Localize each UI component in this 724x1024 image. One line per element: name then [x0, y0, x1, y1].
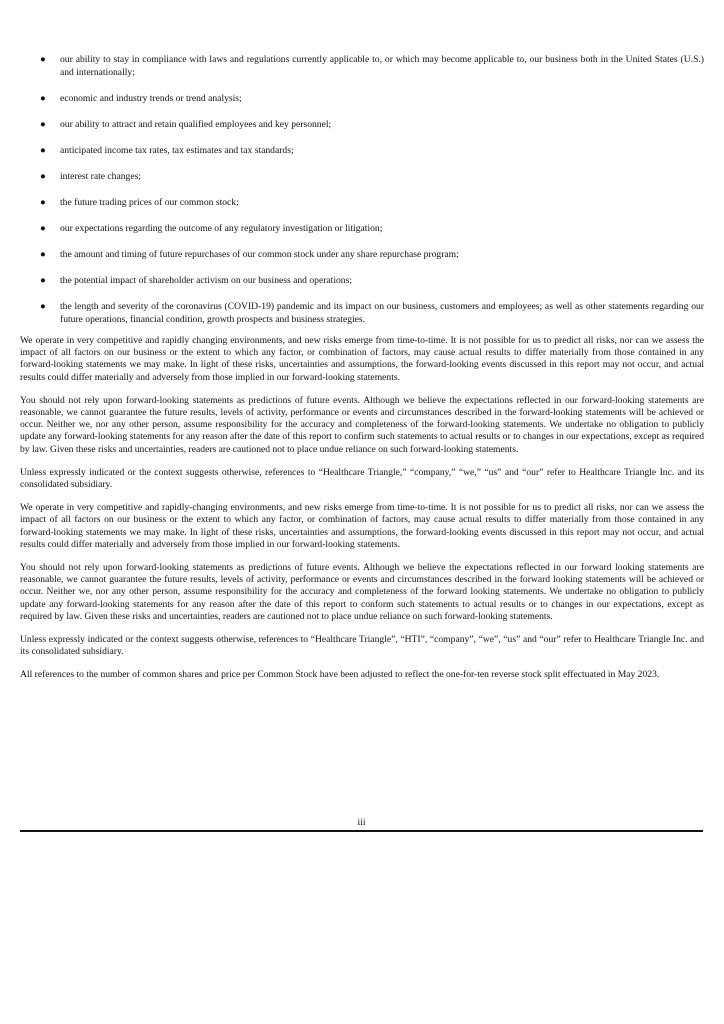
paragraph-reverse-split: All references to the number of common shares and price per Common Stock have been adjusted to reflect the one-for-ten reverse stock split effectuated in May 2023.	[20, 669, 660, 681]
forward-looking-risk-list	[20, 53, 704, 326]
paragraph-competitive-environment: We operate in very competitive and rapidly changing environments, and new risks emerge from time-to-time. It is not possible for us to predict all risks, nor can we assess the impact of all factors on our business or the extent to which any factor, or combination of factors, may cause actual results to differ materially from those contained in any forward-looking statements we may make. In light of these risks, uncertainties and assumptions, the forward-looking events discussed in this report may not occur, and actual results could differ materially and adversely from those implied in our forward-looking statements.	[20, 335, 704, 383]
list-item	[20, 53, 704, 79]
list-item-text: the potential impact of shareholder activism on our business and operations;	[60, 275, 353, 286]
paragraph-company-references-hti: Unless expressly indicated or the context suggests otherwise, references to “Healthcare Triangle”, “HTI”, “company”, “we”, “us” and “our” refer to Healthcare Triangle Inc. and its consolidated subsidiary.	[20, 634, 704, 658]
list-item	[20, 170, 704, 183]
bullet-icon: ●	[40, 301, 46, 312]
page-number: iii	[357, 817, 366, 828]
list-item	[20, 274, 704, 287]
list-item-text: the amount and timing of future repurchases of our common stock under any share repurchase program;	[60, 249, 459, 260]
bullet-icon: ●	[40, 223, 46, 234]
list-item	[20, 92, 704, 105]
bullet-icon: ●	[40, 275, 46, 286]
list-item	[20, 118, 704, 131]
bullet-icon: ●	[40, 197, 46, 208]
bullet-icon: ●	[40, 145, 46, 156]
list-item	[20, 144, 704, 157]
list-item-text: our expectations regarding the outcome of any regulatory investigation or litigation;	[60, 223, 383, 234]
footer-divider	[20, 830, 703, 832]
paragraph-competitive-environment-repeat: We operate in very competitive and rapidly-changing environments, and new risks emerge from time-to-time. It is not possible for us to predict all risks, nor can we assess the impact of all factors on our business or the extent to which any factor, or combination of factors, may cause actual results to differ materially from those contained in any forward-looking statements we may make. In light of these risks, uncertainties and assumptions, the forward-looking events discussed in this report may not occur, and actual results could differ materially and adversely from those implied in our forward-looking statements.	[20, 502, 704, 550]
paragraph-reliance-caution-repeat: You should not rely upon forward-looking statements as predictions of future events. Although we believe the expectations reflected in our forward looking statements are reasonable, we cannot guarantee the future results, levels of activity, performance or events and circumstances described in the forward looking statements will be achieved or occur. Neither we, nor any other person, assume responsibility for the accuracy and completeness of the forward looking statements. We undertake no obligation to publicly update any forward-looking statements for any reason after the date of this report to conform such statements to actual results or to changes in our expectations, except as required by law. Given these risks and uncertainties, readers are cautioned not to place undue reliance on such forward-looking statements.	[20, 562, 704, 622]
list-item	[20, 248, 704, 261]
list-item-text: interest rate changes;	[60, 171, 141, 182]
list-item-text: anticipated income tax rates, tax estimates and tax standards;	[60, 145, 294, 156]
page-footer	[20, 816, 703, 832]
paragraph-company-references: Unless expressly indicated or the context suggests otherwise, references to “Healthcare Triangle,” “company,” “we,” “us” and “our” refer to Healthcare Triangle Inc. and its consolidated subsidiary.	[20, 466, 704, 491]
bullet-icon: ●	[40, 249, 46, 260]
list-item-text: the length and severity of the coronavirus (COVID-19) pandemic and its impact on our business, customers and employees; as well as other statements regarding our future operations, financial condition, growth prospects and business strategies.	[60, 301, 704, 325]
bullet-icon: ●	[40, 119, 46, 130]
list-item	[20, 300, 704, 326]
bullet-icon: ●	[40, 54, 46, 65]
list-item	[20, 196, 704, 209]
list-item-text: our ability to stay in compliance with laws and regulations currently applicable to, or which may become applicable to, our business both in the United States (U.S.) and internationally;	[60, 54, 704, 78]
list-item-text: the future trading prices of our common stock;	[60, 197, 239, 208]
bullet-icon: ●	[40, 171, 46, 182]
paragraph-reliance-caution: You should not rely upon forward-looking statements as predictions of future events. Although we believe the expectations reflected in our forward-looking statements are reasonable, we cannot guarantee the future results, levels of activity, performance or events and circumstances described in the forward-looking statements will be achieved or occur. Neither we, nor any other person, assume responsibility for the accuracy and completeness of the forward-looking statements. We undertake no obligation to publicly update any forward-looking statements for any reason after the date of this report to confirm such statements to actual results or to changes in our expectations, except as required by law. Given these risks and uncertainties, readers are cautioned not to place undue reliance on such forward-looking statements.	[20, 394, 704, 455]
list-item-text: economic and industry trends or trend analysis;	[60, 93, 242, 104]
list-item	[20, 222, 704, 235]
list-item-text: our ability to attract and retain qualified employees and key personnel;	[60, 119, 332, 130]
bullet-icon: ●	[40, 93, 46, 104]
